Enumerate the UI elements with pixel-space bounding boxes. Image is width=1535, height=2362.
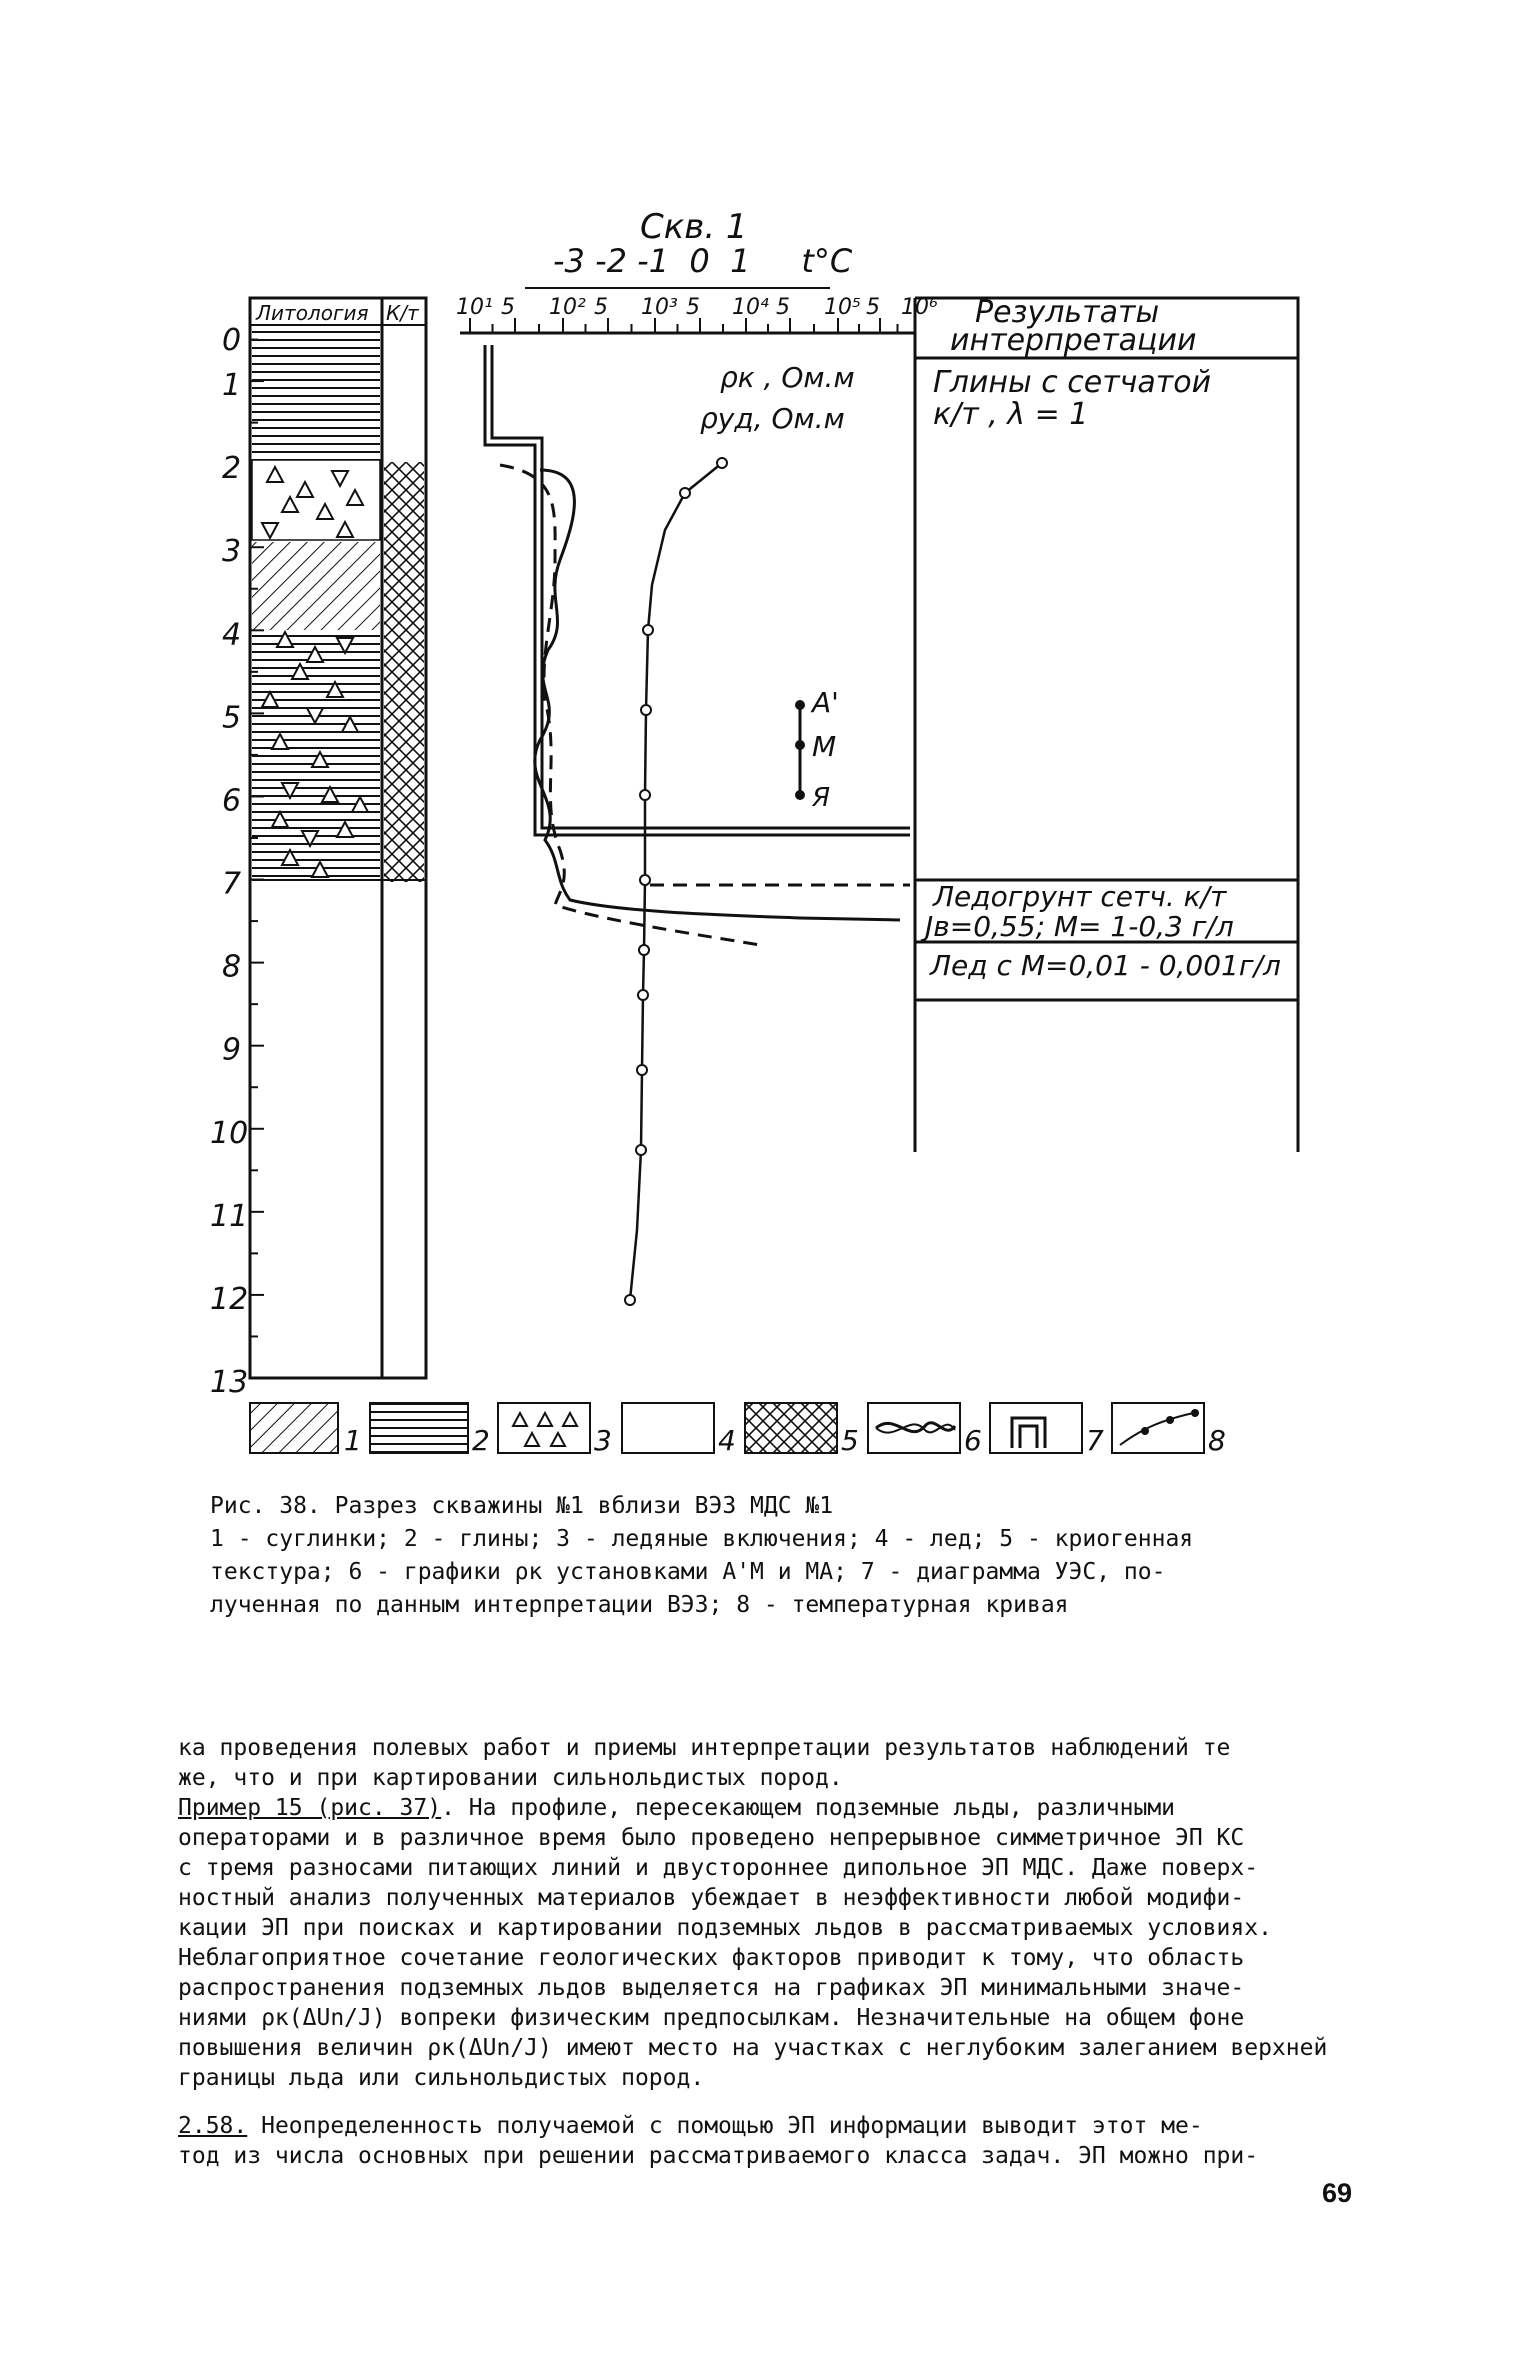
text-line: операторами и в различное время было проведено непрерывное симметричное ЭП КС	[178, 1825, 1245, 1851]
ice-inclusion-layer-2	[252, 632, 380, 877]
temperature-point	[636, 1145, 646, 1155]
temperature-scale: -3 -2 -1 0 1 t°C	[553, 242, 853, 280]
temperature-point	[643, 625, 653, 635]
lithology-header: Литология	[256, 301, 369, 325]
temperature-point	[680, 488, 690, 498]
temperature-point	[639, 945, 649, 955]
resistivity-tick-label: 10⁵	[824, 295, 861, 320]
text-line: 2.58. Неопределенность получаемой с помощью ЭП информации выводит этот ме-	[178, 2113, 1203, 2139]
resistivity-tick-label: 5	[686, 295, 700, 320]
svg-text:1: 1	[344, 1424, 362, 1457]
depth-label: 3	[222, 534, 242, 570]
text-line: Пример 15 (рис. 37). На профиле, пересекающем подземные льды, различными	[178, 1795, 1176, 1821]
text-line: же, что и при картировании сильнольдистых пород.	[178, 1765, 843, 1791]
resistivity-diagram	[485, 345, 910, 835]
figure-caption	[210, 1490, 1320, 1622]
text-line: Неблагоприятное сочетание геологических факторов приводит к тому, что область	[178, 1945, 1245, 1971]
depth-label: 5	[222, 700, 242, 736]
temperature-point	[640, 790, 650, 800]
resistivity-tick-label: 10²	[549, 295, 586, 320]
results-header-2: интерпретации	[950, 323, 1197, 358]
result-icy-soil-2: Jв=0,55; M= 1-0,3 г/л	[925, 910, 1234, 943]
text-line: тод из числа основных при решении рассматриваемого класса задач. ЭП можно при-	[178, 2143, 1259, 2169]
electrode-array	[795, 686, 839, 813]
resistivity-tick-label: 10⁶	[901, 295, 938, 320]
temperature-point	[637, 1065, 647, 1075]
temperature-point	[640, 875, 650, 885]
legend-cryo-texture-icon	[745, 1403, 837, 1453]
resistivity-tick-label: 5	[594, 295, 608, 320]
depth-label: 9	[222, 1032, 242, 1068]
result-ice: Лед с M=0,01 - 0,001г/л	[930, 949, 1281, 982]
legend-ice-icon	[622, 1403, 714, 1453]
svg-text:4: 4	[718, 1424, 736, 1457]
depth-label: 2	[222, 451, 242, 487]
temperature-point	[641, 705, 651, 715]
resistivity-tick-label: 10⁴	[732, 295, 769, 320]
resistivity-tick-label: 5	[776, 295, 790, 320]
legend	[250, 1403, 1226, 1457]
text-line: с тремя разносами питающих линий и двустороннее дипольное ЭП МДС. Даже поверх-	[178, 1855, 1259, 1881]
depth-label: 13	[210, 1365, 249, 1400]
text-line: границы льда или сильнольдистых пород.	[178, 2065, 705, 2091]
result-clay-2: к/т , λ = 1	[933, 397, 1089, 432]
depth-label: 8	[222, 949, 242, 985]
rho-ud-label: ρуд, Ом.м	[700, 402, 845, 435]
depth-label: 11	[210, 1198, 249, 1234]
text-line: ностный анализ полученных материалов убеждает в неэффективности любой модифи-	[178, 1885, 1245, 1911]
results-panel	[915, 295, 1298, 1152]
legend-temperature-icon	[1112, 1403, 1204, 1453]
svg-text:6: 6	[964, 1424, 982, 1457]
section-number: 2.58.	[178, 2113, 248, 2139]
svg-text:5: 5	[841, 1424, 859, 1457]
depth-label: 6	[222, 783, 242, 819]
rho-k-curve-solid	[535, 470, 900, 920]
texture-header: К/т	[386, 301, 419, 325]
legend-ice-inclusions-icon	[498, 1403, 590, 1453]
rho-k-curve-dashed	[500, 465, 910, 945]
body-text	[178, 1733, 1358, 2171]
temperature-point	[717, 458, 727, 468]
caption-line: лученная по данным интерпретации ВЭЗ; 8 - температурная кривая	[210, 1592, 1069, 1618]
rho-k-label: ρк , Ом.м	[720, 361, 855, 394]
depth-label: 0	[222, 323, 242, 358]
electrode-n: Я	[812, 783, 831, 813]
depth-label: 10	[210, 1115, 249, 1151]
resistivity-tick-label: 5	[866, 295, 880, 320]
resistivity-ticks	[456, 295, 938, 333]
cryogenic-texture	[384, 462, 424, 882]
legend-clay-icon	[370, 1403, 468, 1453]
text-line: распространения подземных льдов выделяется на графиках ЭП минимальными значе-	[178, 1975, 1245, 2001]
svg-text:3: 3	[594, 1424, 612, 1457]
text-line: ка проведения полевых работ и приемы интерпретации результатов наблюдений те	[178, 1735, 1231, 1761]
well-label: Скв. 1	[640, 207, 748, 247]
caption-line: Рис. 38. Разрез скважины №1 вблизи ВЭЗ МДС №1	[210, 1493, 834, 1519]
depth-label: 7	[222, 866, 242, 902]
depth-label: 1	[222, 368, 242, 404]
results-header-1: Результаты	[975, 295, 1160, 330]
depth-label: 4	[222, 617, 242, 653]
svg-text:7: 7	[1086, 1424, 1104, 1457]
svg-text:8: 8	[1208, 1424, 1226, 1457]
text-line: ниями ρк(ΔUn/J) вопреки физическим предпосылкам. Незначительные на общем фоне	[178, 2005, 1245, 2031]
page-number: 69	[1321, 2178, 1352, 2208]
figure-reference: Пример 15 (рис. 37)	[178, 1795, 442, 1821]
temperature-point	[638, 990, 648, 1000]
result-icy-soil-1: Ледогрунт сетч. к/т	[933, 880, 1227, 913]
electrode-m: M	[812, 730, 837, 763]
text-line: повышения величин ρк(ΔUn/J) имеют место на участках с неглубоким залеганием верхней	[178, 2035, 1328, 2061]
result-clay-1: Глины с сетчатой	[933, 365, 1212, 400]
legend-loam-icon	[250, 1403, 338, 1453]
resistivity-tick-label: 10¹	[456, 295, 493, 320]
caption-line: 1 - суглинки; 2 - глины; 3 - ледяные включения; 4 - лед; 5 - криогенная	[210, 1526, 1194, 1552]
electrode-a: A'	[812, 686, 839, 719]
caption-line: текстура; 6 - графики ρк установками A'M и MA; 7 - диаграмма УЭС, по-	[210, 1559, 1166, 1585]
depth-label: 12	[210, 1281, 249, 1317]
resistivity-tick-label: 10³	[641, 295, 678, 320]
svg-text:2: 2	[472, 1424, 490, 1457]
loam-layer	[252, 542, 380, 630]
legend-rho-k-icon	[868, 1403, 960, 1453]
temperature-point	[625, 1295, 635, 1305]
text-line: кации ЭП при поисках и картировании подземных льдов в рассматриваемых условиях.	[178, 1915, 1272, 1941]
resistivity-tick-label: 5	[501, 295, 515, 320]
